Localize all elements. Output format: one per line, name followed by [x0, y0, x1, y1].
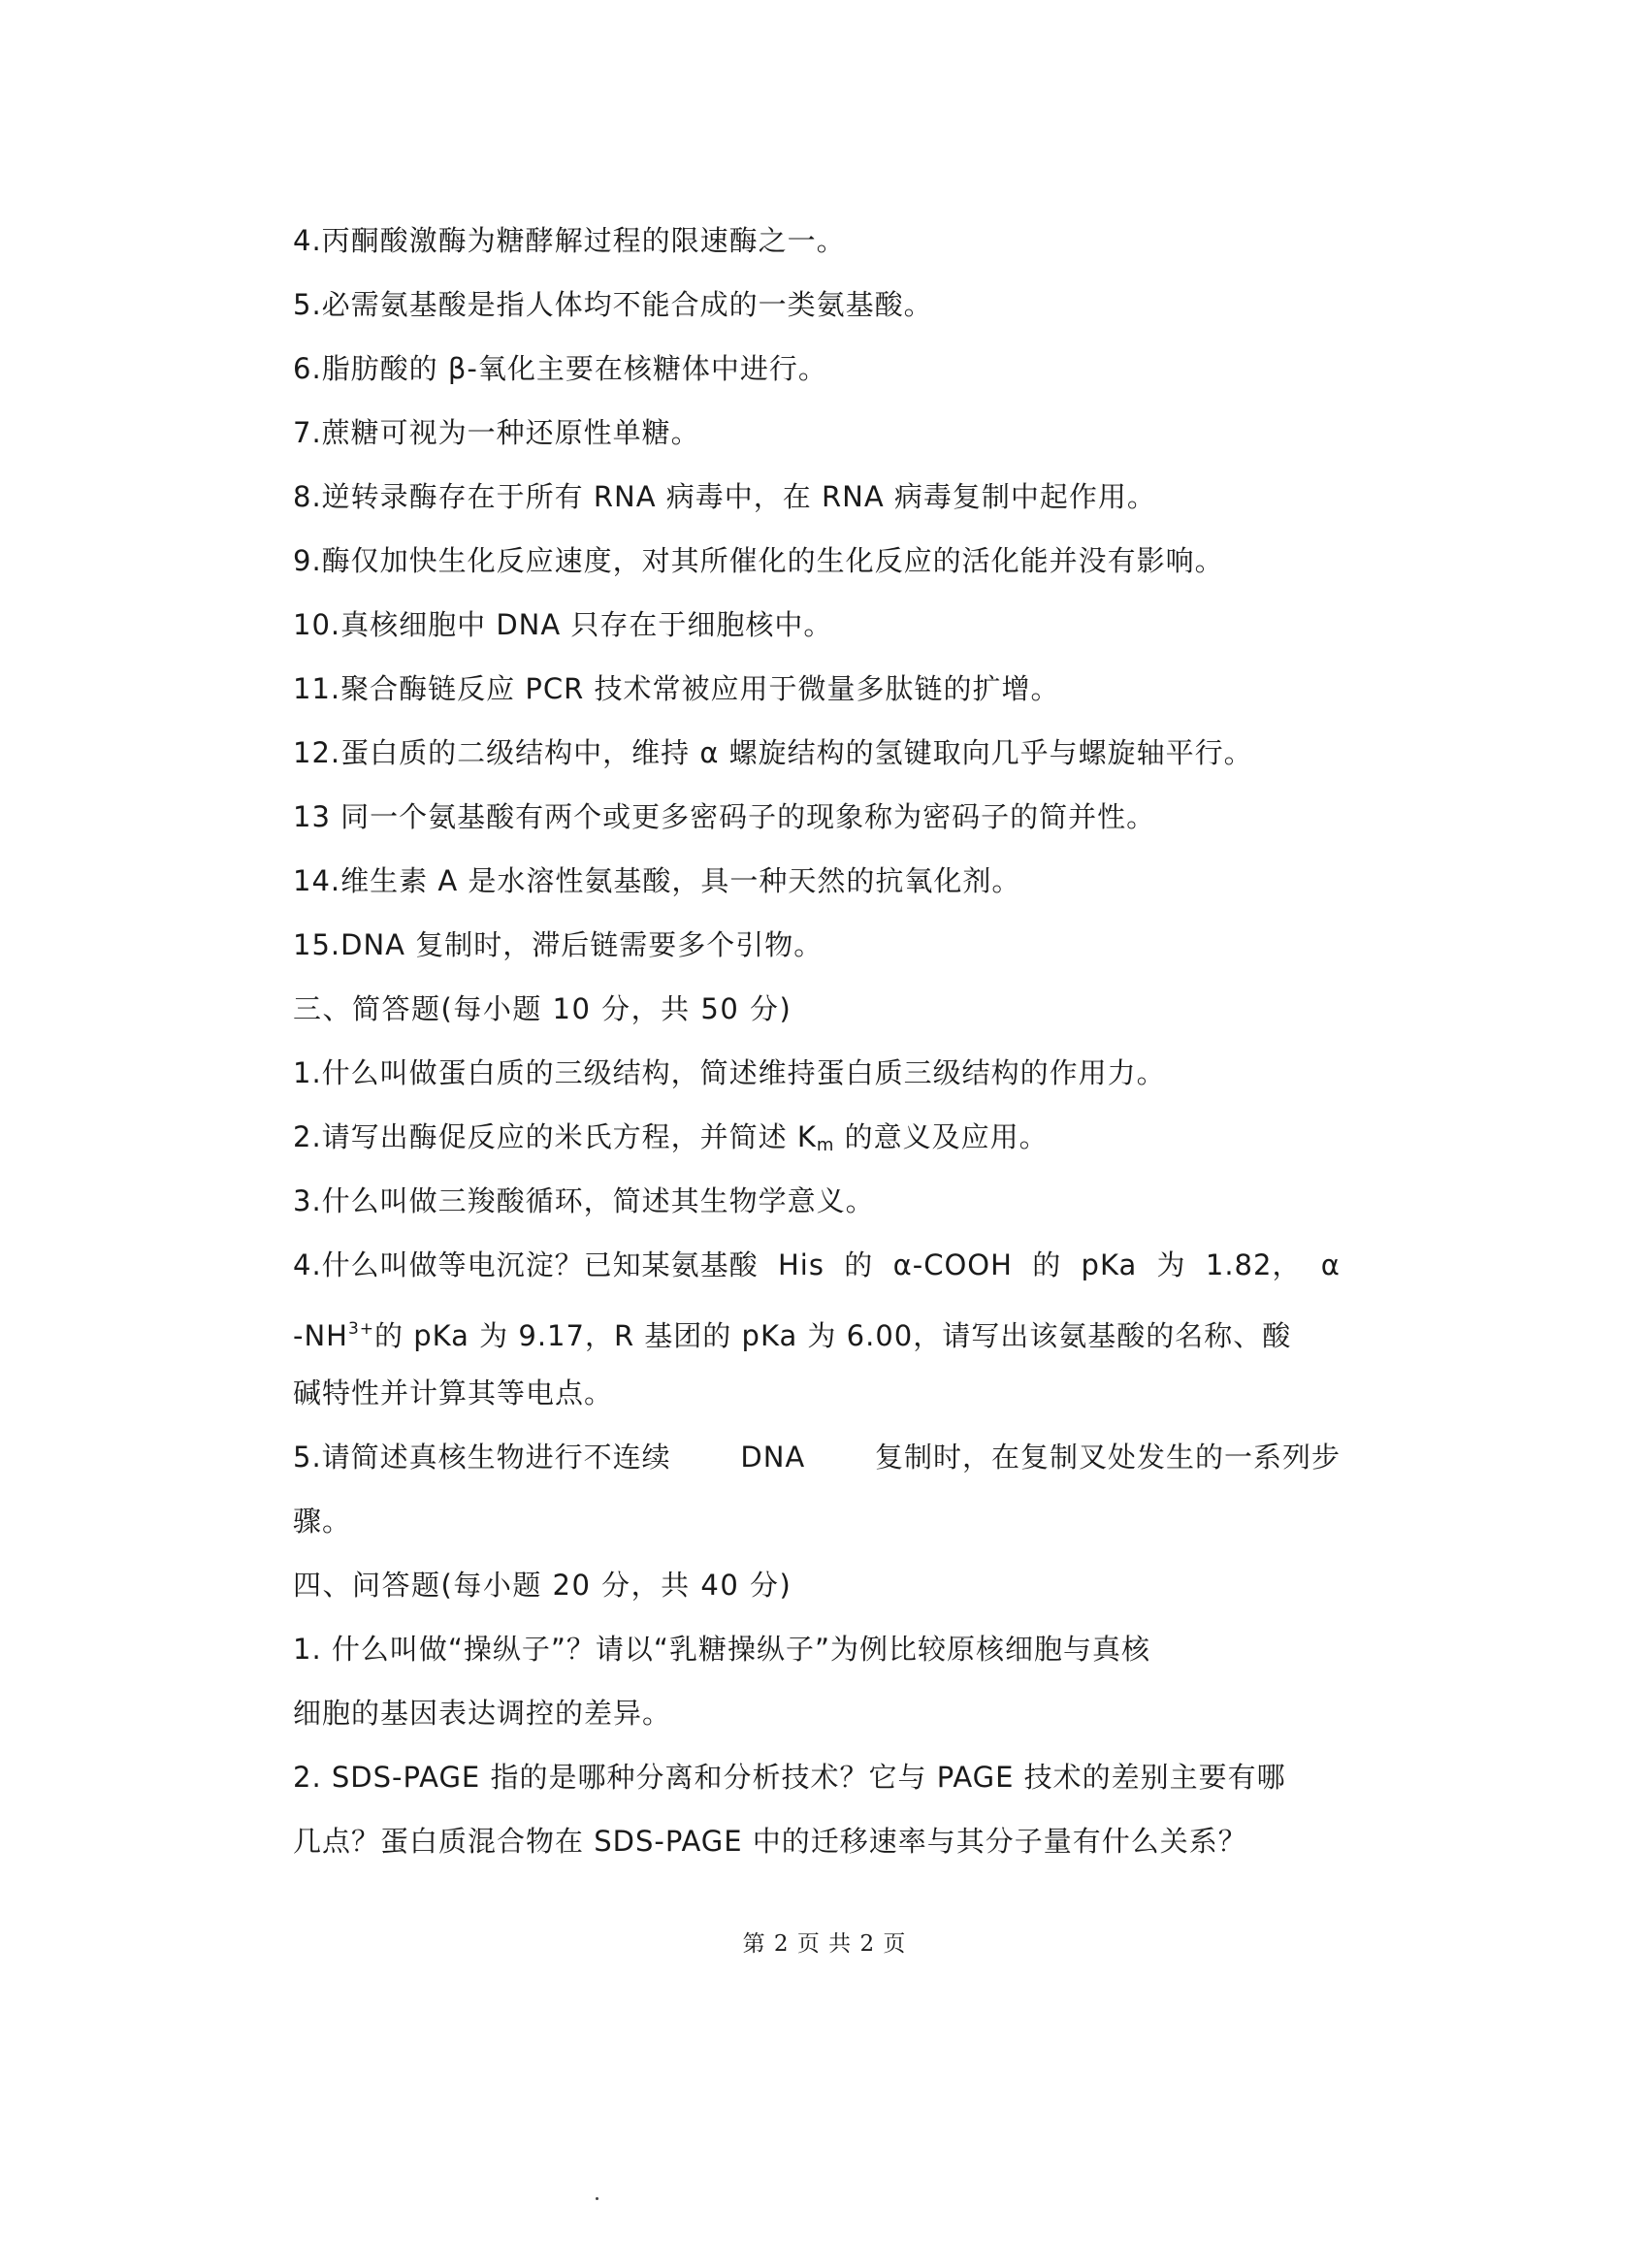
km-subscript: m — [816, 1135, 835, 1155]
essay-q2-line-1: 2. SDS-PAGE 指的是哪种分离和分析技术？它与 PAGE 技术的差别主要有哪 — [293, 1761, 1286, 1794]
tf-item-15: 15.DNA 复制时，滞后链需要多个引物。 — [293, 928, 824, 961]
q4-line2-before: -NH — [293, 1319, 348, 1352]
q2-text-after: 的意义及应用。 — [834, 1120, 1049, 1153]
q4-word: 的 — [1032, 1248, 1062, 1281]
short-answer-q1: 1.什么叫做蛋白质的三级结构，简述维持蛋白质三级结构的作用力。 — [293, 1056, 1166, 1089]
tf-item-7: 7.蔗糖可视为一种还原性单糖。 — [293, 416, 700, 449]
tf-item-10: 10.真核细胞中 DNA 只存在于细胞核中。 — [293, 608, 833, 641]
tf-item-11: 11.聚合酶链反应 PCR 技术常被应用于微量多肽链的扩增。 — [293, 672, 1060, 705]
q5-word: DNA — [740, 1441, 806, 1474]
q5-word: 复制时，在复制叉处发生的一系列步 — [874, 1441, 1341, 1474]
q4-word: 的 — [844, 1248, 874, 1281]
tf-item-13: 13 同一个氨基酸有两个或更多密码子的现象称为密码子的简并性。 — [293, 800, 1156, 833]
q4-word: pKa — [1081, 1248, 1138, 1281]
q4-word: His — [777, 1248, 824, 1281]
q2-text-before: 2.请写出酶促反应的米氏方程，并简述 K — [293, 1120, 817, 1153]
q4-word: α-COOH — [892, 1248, 1013, 1281]
short-answer-q4-line-1 — [293, 1233, 1341, 1297]
tf-item-9: 9.酶仅加快生化反应速度，对其所催化的生化反应的活化能并没有影响。 — [293, 544, 1224, 577]
section-4-title: 四、问答题(每小题 20 分，共 40 分) — [293, 1569, 792, 1602]
tf-item-5: 5.必需氨基酸是指人体均不能合成的一类氨基酸。 — [293, 288, 933, 321]
tf-item-14: 14.维生素 A 是水溶性氨基酸，具一种天然的抗氧化剂。 — [293, 864, 1021, 897]
q4-word: 为 — [1156, 1248, 1186, 1281]
q4-word: 1.82， — [1205, 1248, 1302, 1281]
short-answer-q4-line-2 — [293, 1297, 1341, 1361]
charge-superscript: 3+ — [347, 1319, 375, 1339]
section-3-title: 三、简答题(每小题 10 分，共 50 分) — [293, 992, 792, 1025]
essay-q2-line-2: 几点？蛋白质混合物在 SDS-PAGE 中的迁移速率与其分子量有什么关系？ — [293, 1825, 1247, 1858]
essay-q1-line-2: 细胞的基因表达调控的差异。 — [293, 1697, 672, 1730]
tf-item-12: 12.蛋白质的二级结构中，维持 α 螺旋结构的氢键取向几乎与螺旋轴平行。 — [293, 736, 1253, 769]
page-number-footer: 第 2 页 共 2 页 — [742, 1931, 907, 1957]
scan-speck — [596, 2197, 598, 2200]
exam-content — [293, 209, 1341, 1873]
tf-item-6: 6.脂肪酸的 β-氧化主要在核糖体中进行。 — [293, 352, 827, 385]
tf-item-8: 8.逆转录酶存在于所有 RNA 病毒中，在 RNA 病毒复制中起作用。 — [293, 480, 1156, 513]
short-answer-q5-line-2: 骤。 — [293, 1505, 352, 1538]
short-answer-q5-line-1 — [293, 1425, 1341, 1489]
q4-word: α — [1320, 1248, 1341, 1281]
short-answer-q2 — [293, 1105, 1341, 1169]
q4-line2-after: 的 pKa 为 9.17，R 基团的 pKa 为 6.00，请写出该氨基酸的名称、酸 — [374, 1319, 1292, 1352]
short-answer-q3: 3.什么叫做三羧酸循环，简述其生物学意义。 — [293, 1184, 875, 1217]
short-answer-q4-line-3: 碱特性并计算其等电点。 — [293, 1377, 614, 1409]
q4-word: 4.什么叫做等电沉淀？已知某氨基酸 — [293, 1248, 759, 1281]
q5-word: 5.请简述真核生物进行不连续 — [293, 1441, 671, 1474]
tf-item-4: 4.丙酮酸激酶为糖酵解过程的限速酶之一。 — [293, 224, 846, 257]
essay-q1-line-1: 1. 什么叫做“操纵子”？请以“乳糖操纵子”为例比较原核细胞与真核 — [293, 1633, 1150, 1666]
